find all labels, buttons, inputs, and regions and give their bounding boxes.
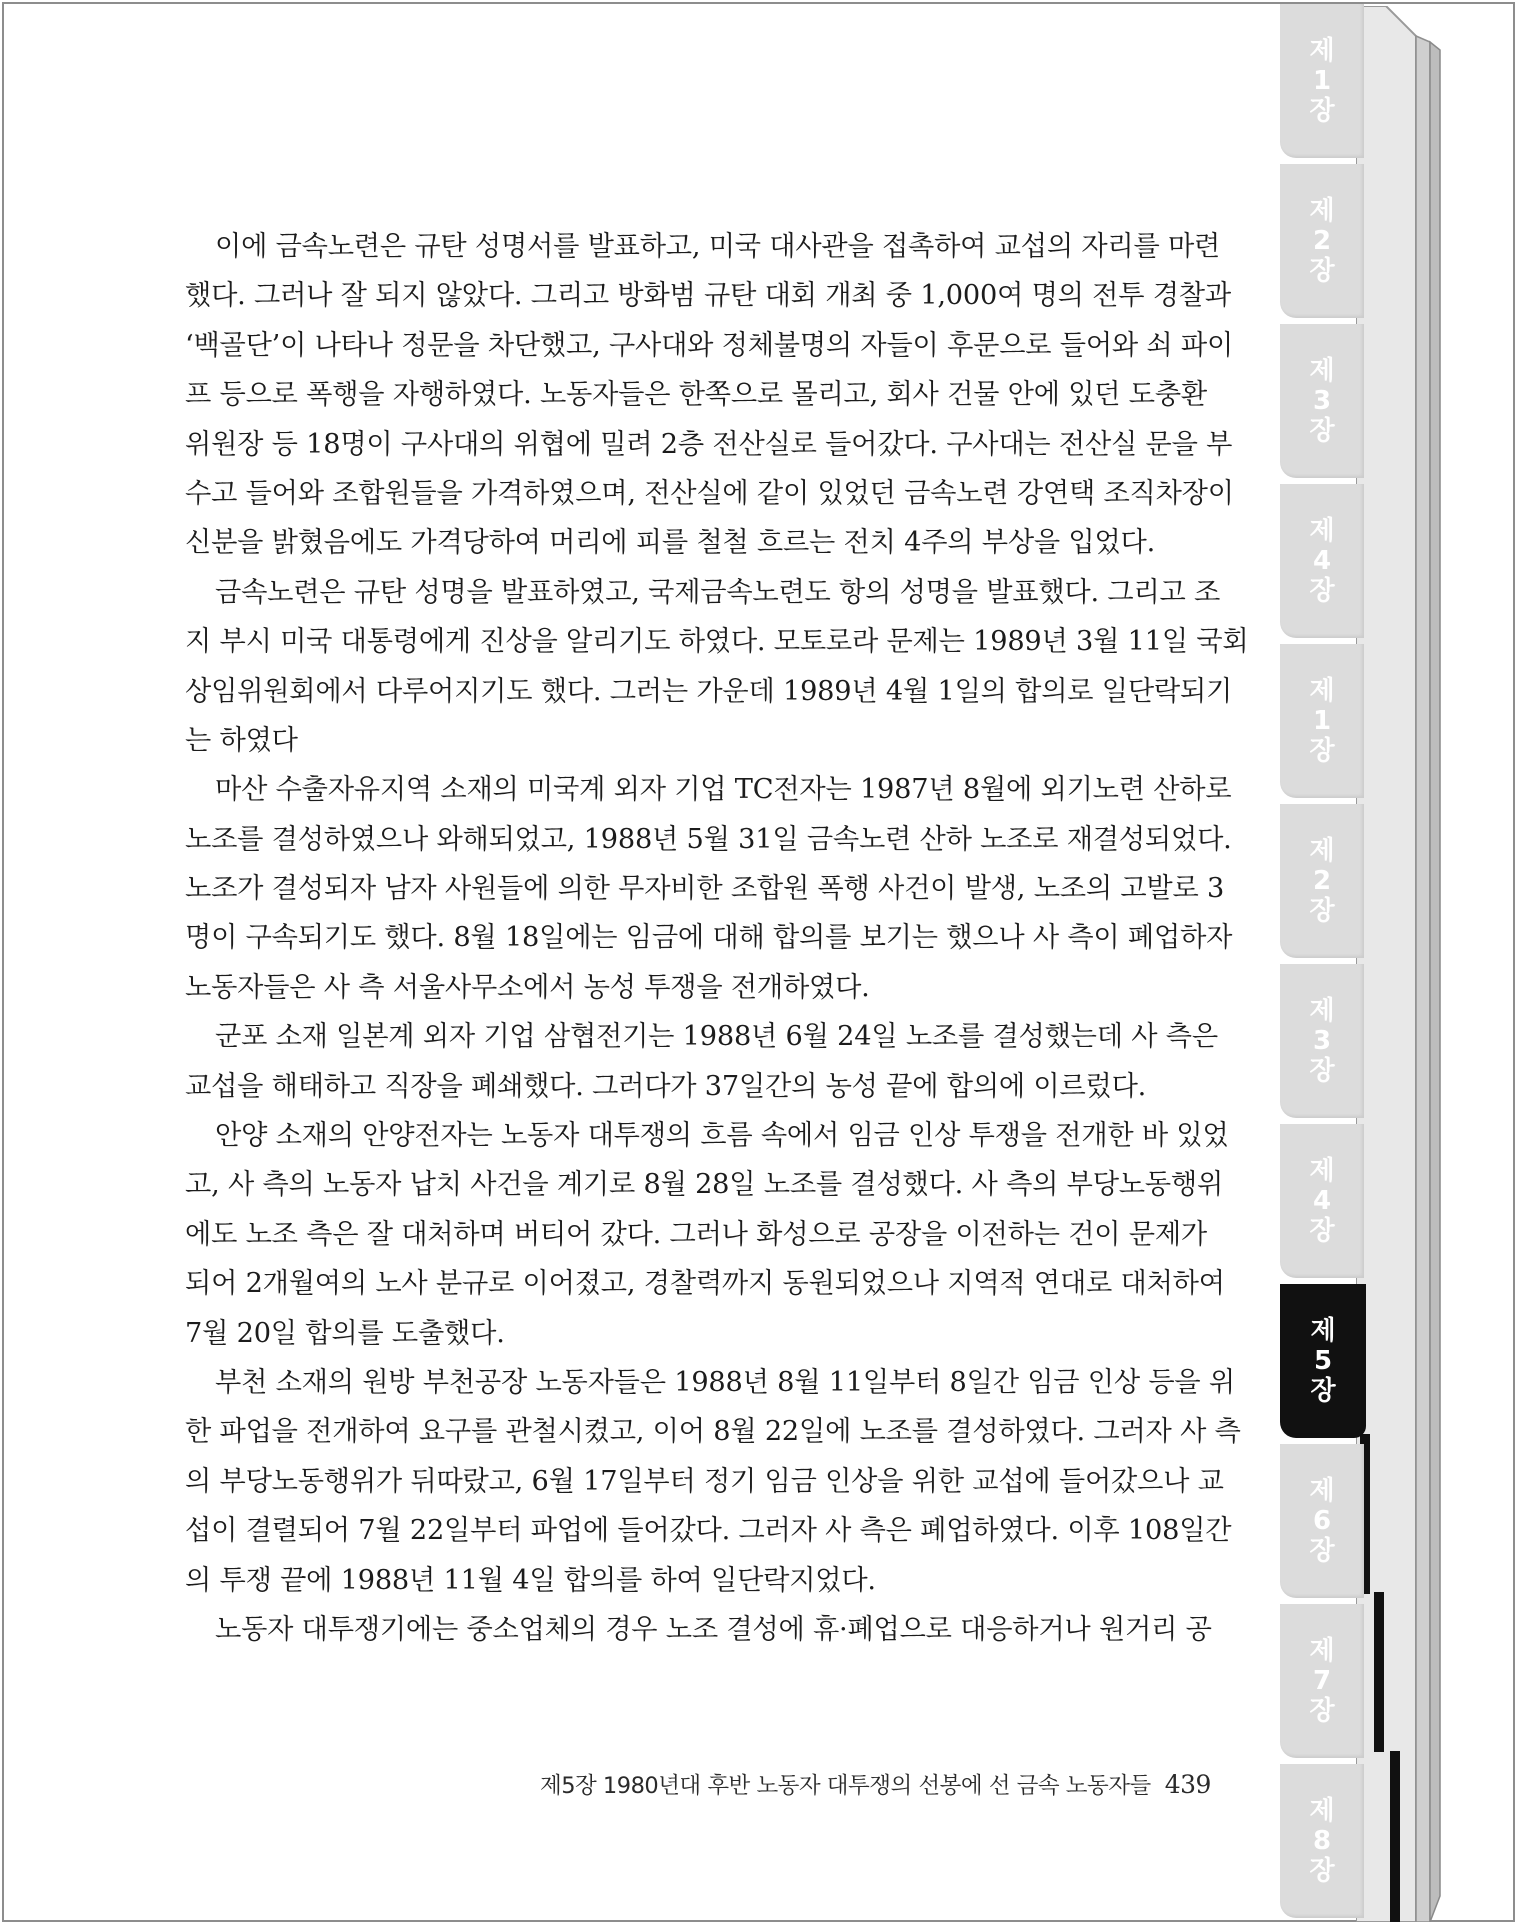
- text-line: 프 등으로 폭행을 자행하였다. 노동자들은 한쪽으로 몰리고, 회사 건물 안에 있던 도충환: [185, 379, 1207, 411]
- tab-label: 장: [1309, 416, 1335, 446]
- chapter-tabs: [1280, 4, 1364, 1922]
- text-line: 의 투쟁 끝에 1988년 11월 4일 합의를 하여 일단락지었다.: [185, 1564, 876, 1596]
- tab-number: 2: [1312, 226, 1332, 256]
- text-line: 안양 소재의 안양전자는 노동자 대투쟁의 흐름 속에서 임금 인상 투쟁을 전개한 바 있었: [215, 1120, 1229, 1152]
- text-line: 이에 금속노련은 규탄 성명서를 발표하고, 미국 대사관을 접촉하여 교섭의 자리를 마련: [215, 231, 1221, 262]
- tab-label: 장: [1310, 1376, 1336, 1406]
- text-line: 금속노련은 규탄 성명을 발표하였고, 국제금속노련도 항의 성명을 발표했다. 그리고 조: [215, 576, 1221, 608]
- chapter-tab-7[interactable]: [1280, 964, 1364, 1118]
- tab-number: 7: [1312, 1666, 1332, 1696]
- chapter-tab-6[interactable]: [1280, 804, 1364, 958]
- text-line: 명이 구속되기도 했다. 8월 18일에는 임금에 대해 합의를 보기는 했으나 사 측이 폐업하자: [185, 922, 1233, 954]
- tab-number: 3: [1312, 386, 1332, 416]
- text-line: 되어 2개월여의 노사 분규로 이어졌고, 경찰력까지 동원되었으나 지역적 연대로 대처하여: [185, 1268, 1225, 1300]
- tab-label: 제: [1309, 1796, 1335, 1826]
- text-line: 교섭을 해태하고 직장을 폐쇄했다. 그러다가 37일간의 농성 끝에 합의에 이르렀다.: [185, 1070, 1147, 1102]
- tab-number: 1: [1312, 66, 1332, 96]
- edge-marker: [1390, 1751, 1400, 1922]
- tab-label: 장: [1309, 576, 1335, 606]
- chapter-tab-1[interactable]: [1280, 4, 1364, 158]
- tab-number: 8: [1312, 1826, 1332, 1856]
- running-title: 제5장 1980년대 후반 노동자 대투쟁의 선봉에 선 금속 노동자들: [540, 1773, 1151, 1799]
- tab-number: 4: [1312, 1186, 1332, 1216]
- text-line: ‘백골단’이 나타나 정문을 차단했고, 구사대와 정체불명의 자들이 후문으로 들어와 쇠 파이: [185, 329, 1234, 361]
- chapter-tab-2[interactable]: [1280, 164, 1364, 318]
- text-line: 위원장 등 18명이 구사대의 위협에 밀려 2층 전산실로 들어갔다. 구사대는 전산실 문을 부: [185, 428, 1233, 460]
- text-line: 노조를 결성하였으나 와해되었고, 1988년 5월 31일 금속노련 산하 노조로 재결성되었다.: [185, 823, 1232, 855]
- tab-label: 제: [1309, 36, 1335, 66]
- tab-label: 장: [1309, 1216, 1335, 1246]
- text-line: 마산 수출자유지역 소재의 미국계 외자 기업 TC전자는 1987년 8월에 외기노련 산하로: [215, 774, 1232, 806]
- tab-label: 제: [1309, 1636, 1335, 1666]
- chapter-tab-4[interactable]: [1280, 484, 1364, 638]
- tab-label: 제: [1309, 996, 1335, 1026]
- running-footer: [540, 1768, 1211, 1800]
- chapter-tab-12[interactable]: [1280, 1764, 1364, 1918]
- tab-label: 장: [1309, 1056, 1335, 1086]
- text-line: 노동자들은 사 측 서울사무소에서 농성 투쟁을 전개하였다.: [185, 971, 870, 1003]
- tab-label: 제: [1309, 1156, 1335, 1186]
- tab-label: 장: [1309, 96, 1335, 126]
- text-line: 는 하였다: [185, 724, 298, 756]
- edge-shade: [1418, 1606, 1426, 1906]
- text-line: 7월 20일 합의를 도출했다.: [185, 1317, 505, 1349]
- tab-label: 제: [1309, 1476, 1335, 1506]
- tab-label: 제: [1309, 196, 1335, 226]
- tab-label: 제: [1310, 1316, 1336, 1346]
- chapter-tab-5[interactable]: [1280, 644, 1364, 798]
- tab-number: 1: [1312, 706, 1332, 736]
- text-line: 고, 사 측의 노동자 납치 사건을 계기로 8월 28일 노조를 결성했다. 사 측의 부당노동행위: [185, 1169, 1224, 1201]
- text-line: 했다. 그러나 잘 되지 않았다. 그리고 방화범 규탄 대회 개최 중 1,000여 명의 전투 경찰과: [185, 280, 1231, 312]
- book-edge-graphic: [1356, 6, 1516, 1922]
- chapter-tab-8[interactable]: [1280, 1124, 1364, 1278]
- chapter-tab-3[interactable]: [1280, 324, 1364, 478]
- body-text: [185, 222, 1249, 1654]
- tab-label: 장: [1309, 1696, 1335, 1726]
- page-number: 439: [1164, 1770, 1211, 1799]
- tab-label: 장: [1309, 736, 1335, 766]
- tab-number: 6: [1312, 1506, 1332, 1536]
- tab-number: 5: [1313, 1346, 1333, 1376]
- text-line: 군포 소재 일본계 외자 기업 삼협전기는 1988년 6월 24일 노조를 결성했는데 사 측은: [215, 1021, 1218, 1053]
- tab-label: 제: [1309, 836, 1335, 866]
- text-line: 의 부당노동행위가 뒤따랐고, 6월 17일부터 정기 임금 인상을 위한 교섭에 들어갔으나 교: [185, 1465, 1224, 1497]
- text-line: 노동자 대투쟁기에는 중소업체의 경우 노조 결성에 휴·폐업으로 대응하거나 원거리 공: [215, 1613, 1212, 1645]
- text-line: 수고 들어와 조합원들을 가격하였으며, 전산실에 같이 있었던 금속노련 강연택 조직차장이: [185, 477, 1234, 509]
- tab-number: 2: [1312, 866, 1332, 896]
- text-line: 지 부시 미국 대통령에게 진상을 알리기도 하였다. 모토로라 문제는 1989년 3월 11일 국회: [185, 626, 1249, 658]
- tab-label: 제: [1309, 676, 1335, 706]
- tab-number: 3: [1312, 1026, 1332, 1056]
- text-line: 부천 소재의 원방 부천공장 노동자들은 1988년 8월 11일부터 8일간 임금 인상 등을 위: [215, 1366, 1235, 1398]
- text-line: 노조가 결성되자 남자 사원들에 의한 무자비한 조합원 폭행 사건이 발생, 노조의 고발로 3: [185, 873, 1225, 905]
- tab-label: 장: [1309, 1536, 1335, 1566]
- tab-label: 장: [1309, 1856, 1335, 1886]
- text-line: 신분을 밝혔음에도 가격당하여 머리에 피를 철철 흐르는 전치 4주의 부상을 입었다.: [185, 527, 1156, 559]
- book-edge: [1356, 6, 1516, 1922]
- tab-label: 장: [1309, 896, 1335, 926]
- text-line: 에도 노조 측은 잘 대처하며 버티어 갔다. 그러나 화성으로 공장을 이전하는 건이 문제가: [185, 1218, 1207, 1250]
- edge-marker: [1374, 1592, 1384, 1752]
- text-line: 섭이 결렬되어 7월 22일부터 파업에 들어갔다. 그러자 사 측은 폐업하였다. 이후 108일간: [185, 1515, 1232, 1547]
- chapter-tab-10[interactable]: [1280, 1444, 1364, 1598]
- tab-label: 제: [1309, 516, 1335, 546]
- tab-label: 장: [1309, 256, 1335, 286]
- text-line: 한 파업을 전개하여 요구를 관철시켰고, 이어 8월 22일에 노조를 결성하였다. 그러자 사 측: [185, 1416, 1241, 1448]
- text-line: 상임위원회에서 다루어지기도 했다. 그러는 가운데 1989년 4월 1일의 합의로 일단락되기: [185, 675, 1233, 707]
- chapter-tab-active[interactable]: [1280, 1284, 1366, 1438]
- tab-number: 4: [1312, 546, 1332, 576]
- tab-label: 제: [1309, 356, 1335, 386]
- chapter-tab-11[interactable]: [1280, 1604, 1364, 1758]
